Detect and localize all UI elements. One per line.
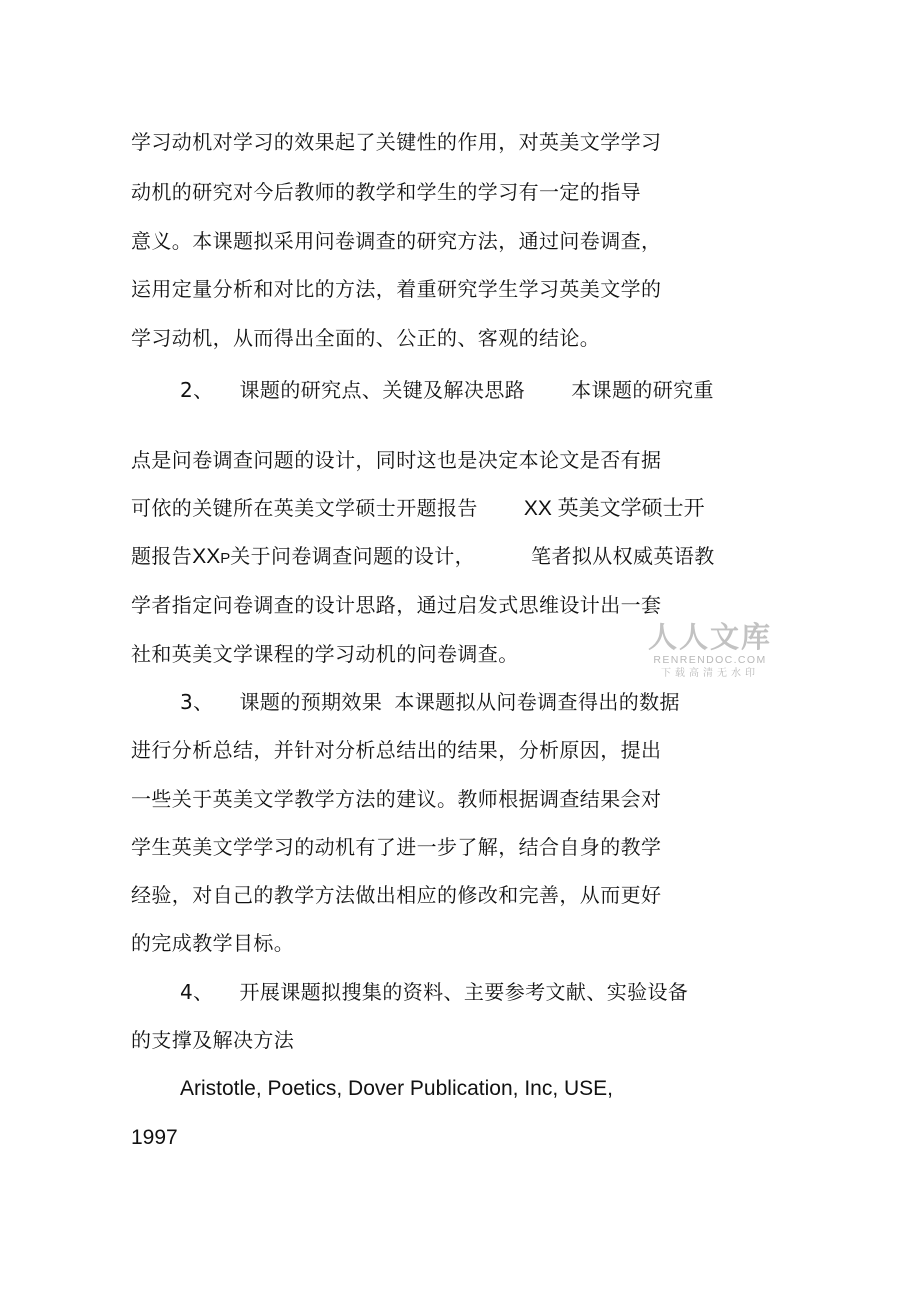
watermark-brand: 人人文库 [648, 620, 773, 654]
section-number: 3、 [180, 690, 214, 714]
text-line: 学习动机，从而得出全面的、公正的、客观的结论。 [131, 326, 601, 350]
text-segment: P [220, 550, 231, 567]
reference-line: Aristotle, Poetics, Dover Publication, Inc, USE, [180, 1077, 614, 1100]
text-segment: XX [192, 545, 221, 568]
text-line: 社和英美文学课程的学习动机的问卷调查。 [131, 642, 519, 666]
section-4-heading-line [180, 980, 688, 1004]
text-line: 动机的研究对今后教师的教学和学生的学习有一定的指导 [131, 180, 641, 204]
section-heading: 开展课题拟搜集的资料、主要参考文献、实验设备 [239, 980, 689, 1004]
text-segment: 笔者拟从权威英语教 [531, 544, 715, 568]
text-line: 学者指定问卷调查的设计思路，通过启发式思维设计出一套 [131, 593, 662, 617]
text-line: 经验，对自己的教学方法做出相应的修改和完善，从而更好 [131, 883, 662, 907]
text-segment: 关于问卷调查问题的设计， [230, 544, 476, 568]
section-number: 4、 [180, 980, 214, 1004]
section-2-heading-line [180, 378, 714, 402]
text-segment: 题报告 [131, 544, 193, 568]
text-line [131, 496, 705, 521]
text-line: 的支撑及解决方法 [131, 1028, 295, 1052]
text-segment: 可依的关键所在英美文学硕士开题报告 [131, 496, 478, 520]
section-heading: 课题的研究点、关键及解决思路 [239, 378, 526, 402]
watermark-slogan: 下载高清无水印 [661, 668, 759, 679]
text-line: 学习动机对学习的效果起了关键性的作用，对英美文学学习 [131, 130, 662, 154]
text-line: 运用定量分析和对比的方法，着重研究学生学习英美文学的 [131, 277, 662, 301]
section-lead-text: 本课题的研究重 [571, 378, 714, 402]
text-line: 进行分析总结，并针对分析总结出的结果，分析原因，提出 [131, 738, 662, 762]
watermark-logo [648, 620, 772, 680]
text-line: 点是问卷调查问题的设计，同时这也是决定本论文是否有据 [131, 448, 662, 472]
section-lead-text: 本课题拟从问卷调查得出的数据 [394, 690, 680, 714]
watermark-domain: RENRENDOC.COM [653, 654, 767, 666]
section-heading: 课题的预期效果 [239, 690, 383, 714]
text-line: 的完成教学目标。 [131, 931, 295, 955]
text-segment: XX 英美文学硕士开 [523, 497, 705, 520]
reference-line: 1997 [131, 1126, 178, 1149]
text-line: 意义。本课题拟采用问卷调查的研究方法，通过问卷调查， [131, 229, 662, 253]
text-line: 学生英美文学学习的动机有了进一步了解，结合自身的教学 [131, 835, 662, 859]
section-number: 2、 [180, 378, 214, 402]
section-3-heading-line [180, 690, 680, 714]
text-line [131, 544, 715, 571]
text-line: 一些关于英美文学教学方法的建议。教师根据调查结果会对 [131, 787, 662, 811]
